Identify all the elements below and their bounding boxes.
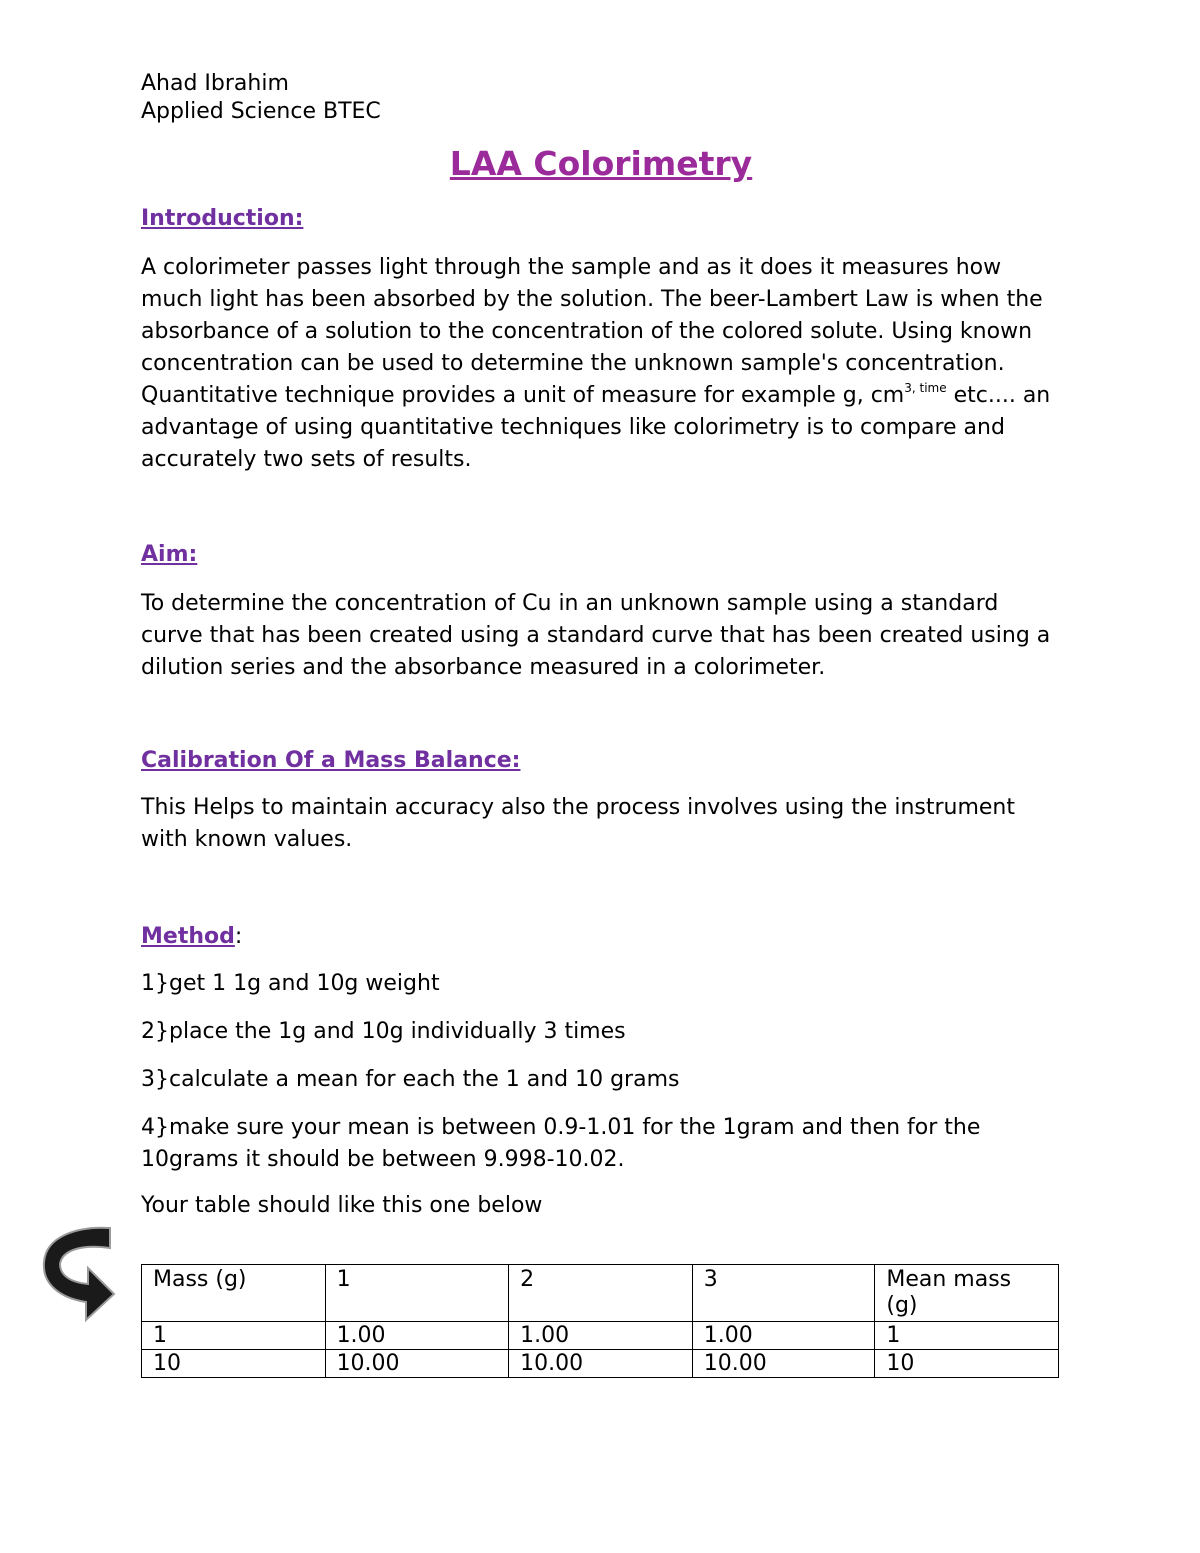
table-cell: 1.00 — [325, 1322, 509, 1350]
method-step-3: 3}calculate a mean for each the 1 and 10 grams — [141, 1067, 680, 1092]
table-header-cell: 3 — [692, 1265, 875, 1322]
introduction-text-part-2: etc.... an advantage of using quantitative techniques like colorimetry is to compare and accurately two sets of results. — [141, 383, 1051, 472]
curved-arrow-icon — [38, 1222, 118, 1326]
mass-table — [141, 1264, 1059, 1378]
table-header-row — [142, 1265, 1059, 1322]
table-header-cell: Mean mass (g) — [875, 1265, 1059, 1322]
table-cell: 1.00 — [692, 1322, 875, 1350]
table-cell: 1 — [875, 1322, 1059, 1350]
table-cell: 10 — [875, 1350, 1059, 1378]
calibration-paragraph: This Helps to maintain accuracy also the process involves using the instrument with known values. — [141, 795, 1015, 852]
introduction-text-part-1: A colorimeter passes light through the sample and as it does it measures how much light has been absorbed by the solution. The beer-Lambert Law is when the absorbance of a solution to the concentration of the colored solute. Using known concentration can be used to determine the unknown sample's concentration. Quantitative technique provides a unit of measure for example g, cm — [141, 255, 1043, 408]
aim-heading: Aim: — [141, 542, 198, 567]
introduction-superscript: 3, time — [904, 381, 947, 395]
table-header-cell: 1 — [325, 1265, 509, 1322]
method-heading: Method — [141, 924, 235, 949]
document-page — [141, 70, 1061, 1222]
course-name: Applied Science BTEC — [141, 99, 381, 124]
table-cell: 10.00 — [325, 1350, 509, 1378]
method-step-2: 2}place the 1g and 10g individually 3 times — [141, 1019, 626, 1044]
table-cell: 1.00 — [509, 1322, 693, 1350]
table-header-cell: 2 — [509, 1265, 693, 1322]
method-heading-line — [141, 922, 1061, 952]
aim-paragraph: To determine the concentration of Cu in an unknown sample using a standard curve that has been created using a standard curve that has been created using a dilution series and the absorbance measured in a colorimeter. — [141, 591, 1051, 680]
method-heading-colon: : — [234, 924, 243, 949]
table-cell: 10.00 — [692, 1350, 875, 1378]
table-cell: 1 — [142, 1322, 326, 1350]
table-cell: 10.00 — [509, 1350, 693, 1378]
author-name: Ahad Ibrahim — [141, 71, 289, 96]
introduction-paragraph — [141, 252, 1061, 476]
method-step-1: 1}get 1 1g and 10g weight — [141, 971, 440, 996]
introduction-heading: Introduction: — [141, 206, 304, 231]
table-cell: 10 — [142, 1350, 326, 1378]
table-header-cell: Mass (g) — [142, 1265, 326, 1322]
table-row — [142, 1350, 1059, 1378]
calibration-heading: Calibration Of a Mass Balance: — [141, 748, 521, 773]
document-title: LAA Colorimetry — [449, 144, 753, 183]
method-step-4: 4}make sure your mean is between 0.9-1.01 for the 1gram and then for the 10grams it should be between 9.998-10.02. — [141, 1115, 981, 1172]
table-caption: Your table should like this one below — [141, 1193, 543, 1218]
table-row — [142, 1322, 1059, 1350]
